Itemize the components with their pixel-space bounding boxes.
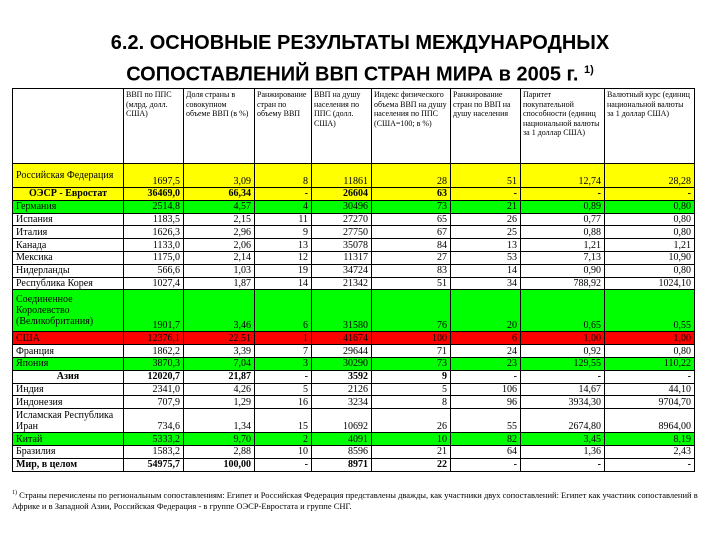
column-header: [13, 89, 124, 164]
value-cell: 14,67: [521, 383, 605, 396]
value-cell: 4,26: [184, 383, 255, 396]
value-cell: 2126: [312, 383, 372, 396]
value-cell: 4091: [312, 433, 372, 446]
value-cell: -: [521, 188, 605, 201]
table-row: [13, 370, 695, 383]
value-cell: 51: [451, 164, 521, 188]
value-cell: 11: [255, 213, 312, 226]
value-cell: 11861: [312, 164, 372, 188]
value-cell: 3,45: [521, 433, 605, 446]
table-row: [13, 357, 695, 370]
country-cell: Нидерланды: [13, 264, 124, 277]
value-cell: 9: [372, 370, 451, 383]
value-cell: 6: [255, 290, 312, 332]
value-cell: 1,21: [605, 239, 695, 252]
value-cell: 3,39: [184, 345, 255, 358]
table-row: [13, 264, 695, 277]
value-cell: 788,92: [521, 277, 605, 290]
value-cell: 100: [372, 332, 451, 345]
value-cell: 2,43: [605, 445, 695, 458]
value-cell: 11317: [312, 251, 372, 264]
value-cell: 2,88: [184, 445, 255, 458]
value-cell: 63: [372, 188, 451, 201]
value-cell: 707,9: [124, 396, 184, 409]
column-header: Ранжирование стран по объему ВВП: [255, 89, 312, 164]
value-cell: 3592: [312, 370, 372, 383]
value-cell: 2674,80: [521, 409, 605, 433]
table-row: [13, 251, 695, 264]
value-cell: -: [605, 370, 695, 383]
value-cell: 13: [255, 239, 312, 252]
table-row: [13, 383, 695, 396]
value-cell: 0,80: [605, 226, 695, 239]
country-cell: Российская Федерация: [13, 164, 124, 188]
value-cell: 83: [372, 264, 451, 277]
table-row: [13, 188, 695, 201]
value-cell: 19: [255, 264, 312, 277]
value-cell: 3: [255, 357, 312, 370]
page-title: [0, 30, 720, 89]
value-cell: 1027,4: [124, 277, 184, 290]
country-cell: Бразилия: [13, 445, 124, 458]
value-cell: 82: [451, 433, 521, 446]
value-cell: 25: [451, 226, 521, 239]
table-row: [13, 409, 695, 433]
value-cell: 20: [451, 290, 521, 332]
column-header: ВВП на душу населения по ППС (долл. США): [312, 89, 372, 164]
value-cell: 64: [451, 445, 521, 458]
value-cell: 31580: [312, 290, 372, 332]
value-cell: 1,21: [521, 239, 605, 252]
value-cell: -: [255, 370, 312, 383]
value-cell: 566,6: [124, 264, 184, 277]
table-row: [13, 239, 695, 252]
table-row: [13, 445, 695, 458]
country-cell: Соединенное Королевство (Великобритания): [13, 290, 124, 332]
value-cell: 3934,30: [521, 396, 605, 409]
value-cell: 2,96: [184, 226, 255, 239]
value-cell: 1,34: [184, 409, 255, 433]
country-cell: Индия: [13, 383, 124, 396]
column-header: ВВП по ППС (млрд. долл. США): [124, 89, 184, 164]
value-cell: 1697,5: [124, 164, 184, 188]
title-line-1: 6.2. ОСНОВНЫЕ РЕЗУЛЬТАТЫ МЕЖДУНАРОДНЫХ: [110, 32, 610, 54]
value-cell: 8964,00: [605, 409, 695, 433]
value-cell: 1,03: [184, 264, 255, 277]
value-cell: 28,28: [605, 164, 695, 188]
value-cell: 0,92: [521, 345, 605, 358]
title-footnote-mark: 1): [584, 64, 594, 76]
value-cell: 0,55: [605, 290, 695, 332]
value-cell: 8596: [312, 445, 372, 458]
value-cell: 65: [372, 213, 451, 226]
country-cell: Испания: [13, 213, 124, 226]
table-body: [13, 164, 695, 472]
value-cell: 8,19: [605, 433, 695, 446]
value-cell: 21: [372, 445, 451, 458]
value-cell: 1626,3: [124, 226, 184, 239]
value-cell: -: [255, 458, 312, 471]
value-cell: 34: [451, 277, 521, 290]
value-cell: -: [451, 458, 521, 471]
value-cell: 0,89: [521, 200, 605, 213]
value-cell: 30496: [312, 200, 372, 213]
value-cell: 8971: [312, 458, 372, 471]
value-cell: 2,06: [184, 239, 255, 252]
table-row: [13, 200, 695, 213]
value-cell: 67: [372, 226, 451, 239]
table-row: [13, 433, 695, 446]
value-cell: 4,57: [184, 200, 255, 213]
value-cell: 9,70: [184, 433, 255, 446]
country-cell: ОЭСР - Евростат: [13, 188, 124, 201]
column-header: Индекс физического объема ВВП на душу населения по ППС (США=100; в %): [372, 89, 451, 164]
value-cell: 1862,2: [124, 345, 184, 358]
value-cell: 13: [451, 239, 521, 252]
value-cell: 3,09: [184, 164, 255, 188]
value-cell: 29644: [312, 345, 372, 358]
value-cell: 0,77: [521, 213, 605, 226]
value-cell: 0,80: [605, 345, 695, 358]
value-cell: 3870,3: [124, 357, 184, 370]
country-cell: США: [13, 332, 124, 345]
country-cell: Италия: [13, 226, 124, 239]
title-line-2-text: СОПОСТАВЛЕНИЙ ВВП СТРАН МИРА в 2005 г.: [126, 63, 579, 86]
gdp-table: [12, 88, 695, 472]
value-cell: 100,00: [184, 458, 255, 471]
table-row: [13, 213, 695, 226]
value-cell: 22,51: [184, 332, 255, 345]
value-cell: 0,90: [521, 264, 605, 277]
value-cell: 129,55: [521, 357, 605, 370]
table-row: [13, 332, 695, 345]
table-row: [13, 164, 695, 188]
value-cell: 0,80: [605, 264, 695, 277]
column-header: Паритет покупательной способности (единиц национальной валюты за 1 доллар США): [521, 89, 605, 164]
value-cell: 0,65: [521, 290, 605, 332]
table-row: [13, 277, 695, 290]
country-cell: Япония: [13, 357, 124, 370]
value-cell: 14: [255, 277, 312, 290]
value-cell: 1175,0: [124, 251, 184, 264]
value-cell: 110,22: [605, 357, 695, 370]
value-cell: 35078: [312, 239, 372, 252]
value-cell: 55: [451, 409, 521, 433]
value-cell: 28: [372, 164, 451, 188]
value-cell: 27750: [312, 226, 372, 239]
value-cell: 1583,2: [124, 445, 184, 458]
value-cell: -: [451, 188, 521, 201]
value-cell: 21: [451, 200, 521, 213]
value-cell: 5: [372, 383, 451, 396]
value-cell: 1183,5: [124, 213, 184, 226]
value-cell: 26: [451, 213, 521, 226]
value-cell: 26604: [312, 188, 372, 201]
value-cell: 12: [255, 251, 312, 264]
value-cell: 41674: [312, 332, 372, 345]
table-row: [13, 345, 695, 358]
value-cell: 7,04: [184, 357, 255, 370]
country-cell: Германия: [13, 200, 124, 213]
value-cell: 1901,7: [124, 290, 184, 332]
value-cell: 54975,7: [124, 458, 184, 471]
value-cell: -: [605, 188, 695, 201]
value-cell: 71: [372, 345, 451, 358]
value-cell: 27270: [312, 213, 372, 226]
table-row: [13, 226, 695, 239]
country-cell: Франция: [13, 345, 124, 358]
value-cell: 2,15: [184, 213, 255, 226]
value-cell: 14: [451, 264, 521, 277]
value-cell: 10: [255, 445, 312, 458]
value-cell: 9: [255, 226, 312, 239]
value-cell: 3234: [312, 396, 372, 409]
value-cell: 73: [372, 357, 451, 370]
value-cell: 36469,0: [124, 188, 184, 201]
value-cell: 9704,70: [605, 396, 695, 409]
value-cell: 8: [255, 164, 312, 188]
value-cell: 16: [255, 396, 312, 409]
value-cell: 5: [255, 383, 312, 396]
value-cell: 8: [372, 396, 451, 409]
country-cell: Китай: [13, 433, 124, 446]
value-cell: 15: [255, 409, 312, 433]
value-cell: 1,29: [184, 396, 255, 409]
value-cell: 12,74: [521, 164, 605, 188]
value-cell: 0,80: [605, 213, 695, 226]
value-cell: 27: [372, 251, 451, 264]
value-cell: 4: [255, 200, 312, 213]
value-cell: 30290: [312, 357, 372, 370]
table-header-row: [13, 89, 695, 164]
country-cell: Индонезия: [13, 396, 124, 409]
table-row: [13, 290, 695, 332]
country-cell: Республика Корея: [13, 277, 124, 290]
footnote-text: Страны перечислены по региональным сопоставлениям: Египет и Российская Федерация представлены дважды, как участники двух сопоставлений: Египет как участник сопоставлений в Африке и в Западной Азии, Российская Федерация - в группе ОЭСР-Евростата и группе СНГ.: [12, 489, 698, 511]
value-cell: 1,87: [184, 277, 255, 290]
column-header: Валютный курс (единиц национальной валюты за 1 доллар США): [605, 89, 695, 164]
column-header: Ранжирование стран по ВВП на душу населения: [451, 89, 521, 164]
country-cell: Мексика: [13, 251, 124, 264]
value-cell: -: [605, 458, 695, 471]
table-row: [13, 458, 695, 471]
value-cell: 84: [372, 239, 451, 252]
value-cell: 106: [451, 383, 521, 396]
value-cell: 73: [372, 200, 451, 213]
value-cell: 734,6: [124, 409, 184, 433]
value-cell: 1,00: [605, 332, 695, 345]
footnote-mark: 1): [12, 490, 17, 496]
country-cell: Исламская Республика Иран: [13, 409, 124, 433]
country-cell: Азия: [13, 370, 124, 383]
value-cell: 3,46: [184, 290, 255, 332]
value-cell: 26: [372, 409, 451, 433]
value-cell: -: [255, 188, 312, 201]
value-cell: 44,10: [605, 383, 695, 396]
value-cell: 0,88: [521, 226, 605, 239]
value-cell: 23: [451, 357, 521, 370]
value-cell: -: [521, 370, 605, 383]
title-line-2: [0, 57, 720, 89]
value-cell: 10: [372, 433, 451, 446]
country-cell: Канада: [13, 239, 124, 252]
value-cell: 66,34: [184, 188, 255, 201]
column-header: Доля страны в совокупном объеме ВВП (в %): [184, 89, 255, 164]
value-cell: 12020,7: [124, 370, 184, 383]
value-cell: 1,00: [521, 332, 605, 345]
value-cell: 1,36: [521, 445, 605, 458]
value-cell: 1024,10: [605, 277, 695, 290]
country-cell: Мир, в целом: [13, 458, 124, 471]
value-cell: 21342: [312, 277, 372, 290]
value-cell: 2341,0: [124, 383, 184, 396]
value-cell: 24: [451, 345, 521, 358]
value-cell: 2,14: [184, 251, 255, 264]
value-cell: -: [521, 458, 605, 471]
value-cell: 96: [451, 396, 521, 409]
table-row: [13, 396, 695, 409]
value-cell: 2: [255, 433, 312, 446]
value-cell: -: [451, 370, 521, 383]
value-cell: 0,80: [605, 200, 695, 213]
value-cell: 1133,0: [124, 239, 184, 252]
value-cell: 5333,2: [124, 433, 184, 446]
value-cell: 22: [372, 458, 451, 471]
value-cell: 21,87: [184, 370, 255, 383]
value-cell: 76: [372, 290, 451, 332]
value-cell: 10,90: [605, 251, 695, 264]
footnote: [12, 488, 702, 512]
value-cell: 51: [372, 277, 451, 290]
value-cell: 2514,8: [124, 200, 184, 213]
value-cell: 53: [451, 251, 521, 264]
value-cell: 6: [451, 332, 521, 345]
value-cell: 7: [255, 345, 312, 358]
value-cell: 12376,1: [124, 332, 184, 345]
value-cell: 7,13: [521, 251, 605, 264]
value-cell: 10692: [312, 409, 372, 433]
value-cell: 34724: [312, 264, 372, 277]
value-cell: 1: [255, 332, 312, 345]
